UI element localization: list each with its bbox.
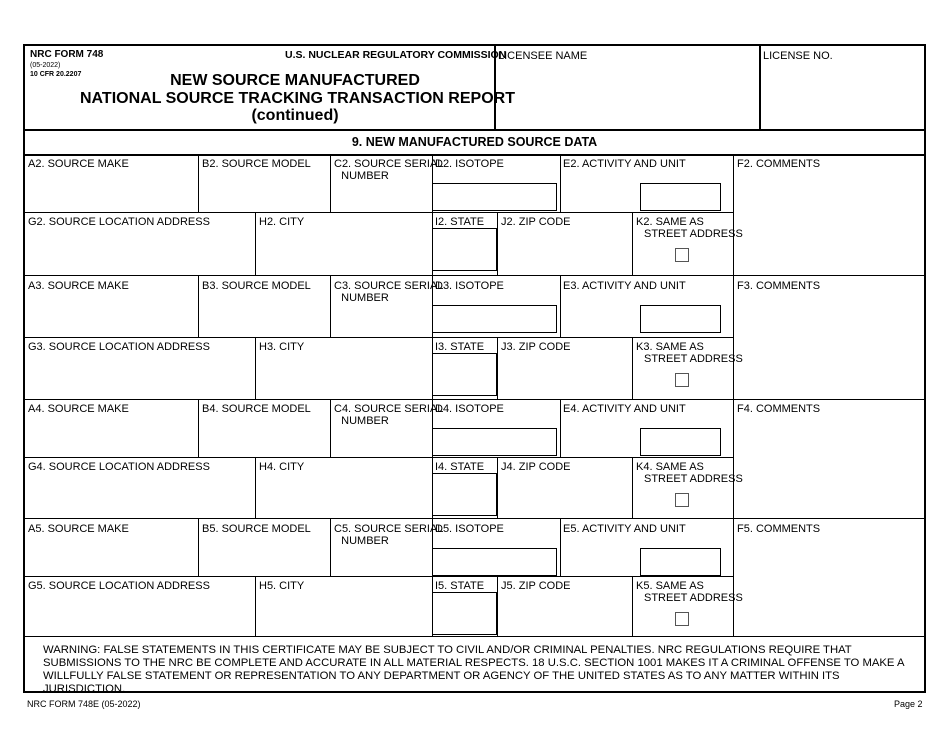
divider [632, 337, 633, 399]
same-as-street-checkbox[interactable] [675, 373, 689, 387]
source-make-label: A3. SOURCE MAKE [28, 280, 129, 292]
source-serial-label-line2: NUMBER [341, 170, 389, 182]
comments-label: F2. COMMENTS [737, 158, 821, 170]
divider [330, 154, 331, 212]
divider [497, 212, 498, 275]
same-as-street-label: K2. SAME AS [636, 216, 704, 228]
divider [23, 212, 733, 213]
form-title-line2: NATIONAL SOURCE TRACKING TRANSACTION REPORT [80, 90, 515, 107]
state-input[interactable] [432, 592, 497, 635]
isotope-input[interactable] [432, 183, 557, 211]
same-as-street-label-line2: STREET ADDRESS [644, 228, 743, 240]
form-title-line3: (continued) [251, 107, 339, 124]
divider [198, 519, 199, 576]
city-label: H3. CITY [259, 341, 305, 353]
same-as-street-label: K3. SAME AS [636, 341, 704, 353]
divider [560, 154, 561, 212]
source-make-label: A4. SOURCE MAKE [28, 403, 129, 415]
same-as-street-checkbox[interactable] [675, 612, 689, 626]
same-as-street-checkbox[interactable] [675, 493, 689, 507]
state-label: I3. STATE [435, 341, 485, 353]
activity-input[interactable] [640, 548, 721, 576]
comments-label: F5. COMMENTS [737, 523, 821, 535]
divider [733, 276, 734, 399]
divider [733, 399, 734, 518]
divider [23, 636, 926, 637]
state-label: I2. STATE [435, 216, 485, 228]
source-model-label: B4. SOURCE MODEL [202, 403, 311, 415]
divider [330, 399, 331, 457]
zip-code-label: J2. ZIP CODE [501, 216, 571, 228]
divider [23, 399, 926, 400]
divider [255, 337, 256, 399]
divider [23, 337, 733, 338]
activity-input[interactable] [640, 183, 721, 211]
divider [23, 129, 926, 131]
isotope-label: D5. ISOTOPE [435, 523, 504, 535]
source-serial-label-line2: NUMBER [341, 535, 389, 547]
activity-label: E2. ACTIVITY AND UNIT [563, 158, 686, 170]
activity-input[interactable] [640, 428, 721, 456]
divider [733, 519, 734, 637]
city-label: H4. CITY [259, 461, 305, 473]
agency-name: U.S. NUCLEAR REGULATORY COMMISSION [285, 49, 507, 61]
divider [494, 44, 496, 130]
divider [255, 457, 256, 518]
source-serial-label: C4. SOURCE SERIAL [334, 403, 444, 415]
divider [255, 212, 256, 275]
divider [23, 154, 926, 156]
divider [560, 399, 561, 457]
state-label: I5. STATE [435, 580, 485, 592]
divider [255, 576, 256, 637]
cfr-reference: 10 CFR 20.2207 [30, 71, 82, 78]
state-input[interactable] [432, 228, 497, 271]
same-as-street-label-line2: STREET ADDRESS [644, 353, 743, 365]
activity-label: E4. ACTIVITY AND UNIT [563, 403, 686, 415]
isotope-label: D4. ISOTOPE [435, 403, 504, 415]
state-input[interactable] [432, 353, 497, 396]
same-as-street-label: K5. SAME AS [636, 580, 704, 592]
divider [560, 276, 561, 337]
same-as-street-checkbox[interactable] [675, 248, 689, 262]
zip-code-label: J5. ZIP CODE [501, 580, 571, 592]
divider [497, 576, 498, 637]
divider [23, 457, 733, 458]
same-as-street-label: K4. SAME AS [636, 461, 704, 473]
source-location-address-label: G3. SOURCE LOCATION ADDRESS [28, 341, 210, 353]
source-serial-label-line2: NUMBER [341, 292, 389, 304]
divider [632, 576, 633, 637]
source-serial-label-line2: NUMBER [341, 415, 389, 427]
activity-label: E5. ACTIVITY AND UNIT [563, 523, 686, 535]
isotope-input[interactable] [432, 305, 557, 333]
form-number: NRC FORM 748 [30, 49, 104, 60]
licensee-name-label: LICENSEE NAME [498, 50, 588, 62]
divider [23, 518, 926, 519]
source-location-address-label: G2. SOURCE LOCATION ADDRESS [28, 216, 210, 228]
source-make-label: A5. SOURCE MAKE [28, 523, 129, 535]
state-input[interactable] [432, 473, 497, 516]
divider [23, 576, 733, 577]
divider [560, 519, 561, 576]
comments-label: F3. COMMENTS [737, 280, 821, 292]
warning-text: WARNING: FALSE STATEMENTS IN THIS CERTIFICATE MAY BE SUBJECT TO CIVIL AND/OR CRIMINAL PENALTIES. NRC REGULATIONS REQUIRE THAT SUBMISSIONS TO THE NRC BE COMPLETE AND ACCURATE IN ALL MATERIAL RESPECTS. 18 U.S.C. SECTION 1001 MAKES IT A CRIMINAL OFFENSE TO MAKE A WILLFULLY FALSE STATEMENT OR REPRESENTATION TO ANY DEPARTMENT OR AGENCY OF THE UNITED STATES AS TO ANY MATTER WITHIN ITS JURISDICTION. [43, 644, 904, 695]
activity-label: E3. ACTIVITY AND UNIT [563, 280, 686, 292]
isotope-input[interactable] [432, 428, 557, 456]
divider [632, 457, 633, 518]
activity-input[interactable] [640, 305, 721, 333]
source-serial-label: C2. SOURCE SERIAL [334, 158, 444, 170]
isotope-input[interactable] [432, 548, 557, 576]
divider [733, 154, 734, 275]
divider [330, 519, 331, 576]
source-make-label: A2. SOURCE MAKE [28, 158, 129, 170]
divider [198, 399, 199, 457]
source-serial-label: C3. SOURCE SERIAL [334, 280, 444, 292]
license-no-label: LICENSE NO. [763, 50, 833, 62]
divider [759, 44, 761, 130]
divider [198, 154, 199, 212]
source-model-label: B2. SOURCE MODEL [202, 158, 311, 170]
divider [497, 457, 498, 518]
comments-label: F4. COMMENTS [737, 403, 821, 415]
isotope-label: D3. ISOTOPE [435, 280, 504, 292]
city-label: H5. CITY [259, 580, 305, 592]
section-title: 9. NEW MANUFACTURED SOURCE DATA [351, 135, 598, 149]
divider [632, 212, 633, 275]
same-as-street-label-line2: STREET ADDRESS [644, 473, 743, 485]
city-label: H2. CITY [259, 216, 305, 228]
isotope-label: D2. ISOTOPE [435, 158, 504, 170]
form-title-line1: NEW SOURCE MANUFACTURED [170, 72, 420, 89]
source-model-label: B3. SOURCE MODEL [202, 280, 311, 292]
state-label: I4. STATE [435, 461, 485, 473]
divider [497, 337, 498, 399]
source-location-address-label: G4. SOURCE LOCATION ADDRESS [28, 461, 210, 473]
divider [198, 276, 199, 337]
same-as-street-label-line2: STREET ADDRESS [644, 592, 743, 604]
footer-page: Page 2 [894, 699, 923, 709]
zip-code-label: J3. ZIP CODE [501, 341, 571, 353]
form-date: (05-2022) [30, 62, 61, 69]
footer-form-id: NRC FORM 748E (05-2022) [27, 699, 141, 709]
source-model-label: B5. SOURCE MODEL [202, 523, 311, 535]
source-serial-label: C5. SOURCE SERIAL [334, 523, 444, 535]
source-location-address-label: G5. SOURCE LOCATION ADDRESS [28, 580, 210, 592]
divider [330, 276, 331, 337]
divider [23, 275, 926, 276]
zip-code-label: J4. ZIP CODE [501, 461, 571, 473]
